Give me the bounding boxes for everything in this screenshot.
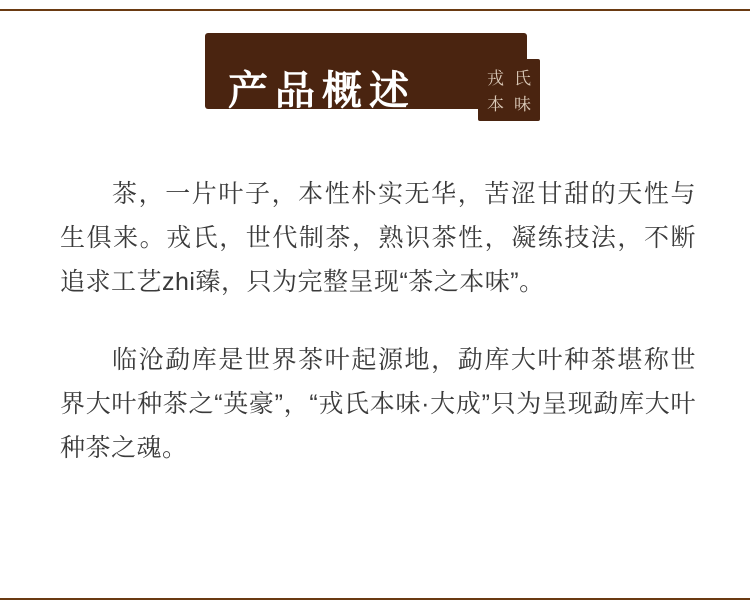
bottom-divider-line bbox=[0, 598, 750, 600]
seal-char-4: 味 bbox=[514, 94, 531, 114]
paragraph-1: 茶，一片叶子，本性朴实无华，苦涩甘甜的天性与生俱来。戎氏，世代制茶，熟识茶性，凝练技法，不断追求工艺zhi臻，只为完整呈现“茶之本味”。 bbox=[60, 180, 696, 296]
page-title: 产品概述 bbox=[228, 68, 416, 113]
header-banner bbox=[0, 33, 750, 113]
seal-characters bbox=[482, 63, 536, 117]
seal-stamp-icon bbox=[478, 59, 540, 121]
paragraph-2: 临沧勐库是世界茶叶起源地，勐库大叶种茶堪称世界大叶种茶之“英豪”，“戎氏本味·大成”只为呈现勐库大叶种茶之魂。 bbox=[60, 346, 696, 462]
body-content bbox=[60, 172, 696, 504]
seal-char-1: 戎 bbox=[487, 68, 504, 88]
seal-char-3: 本 bbox=[487, 94, 504, 114]
seal-char-2: 氏 bbox=[514, 68, 531, 88]
top-divider-line bbox=[0, 9, 750, 11]
